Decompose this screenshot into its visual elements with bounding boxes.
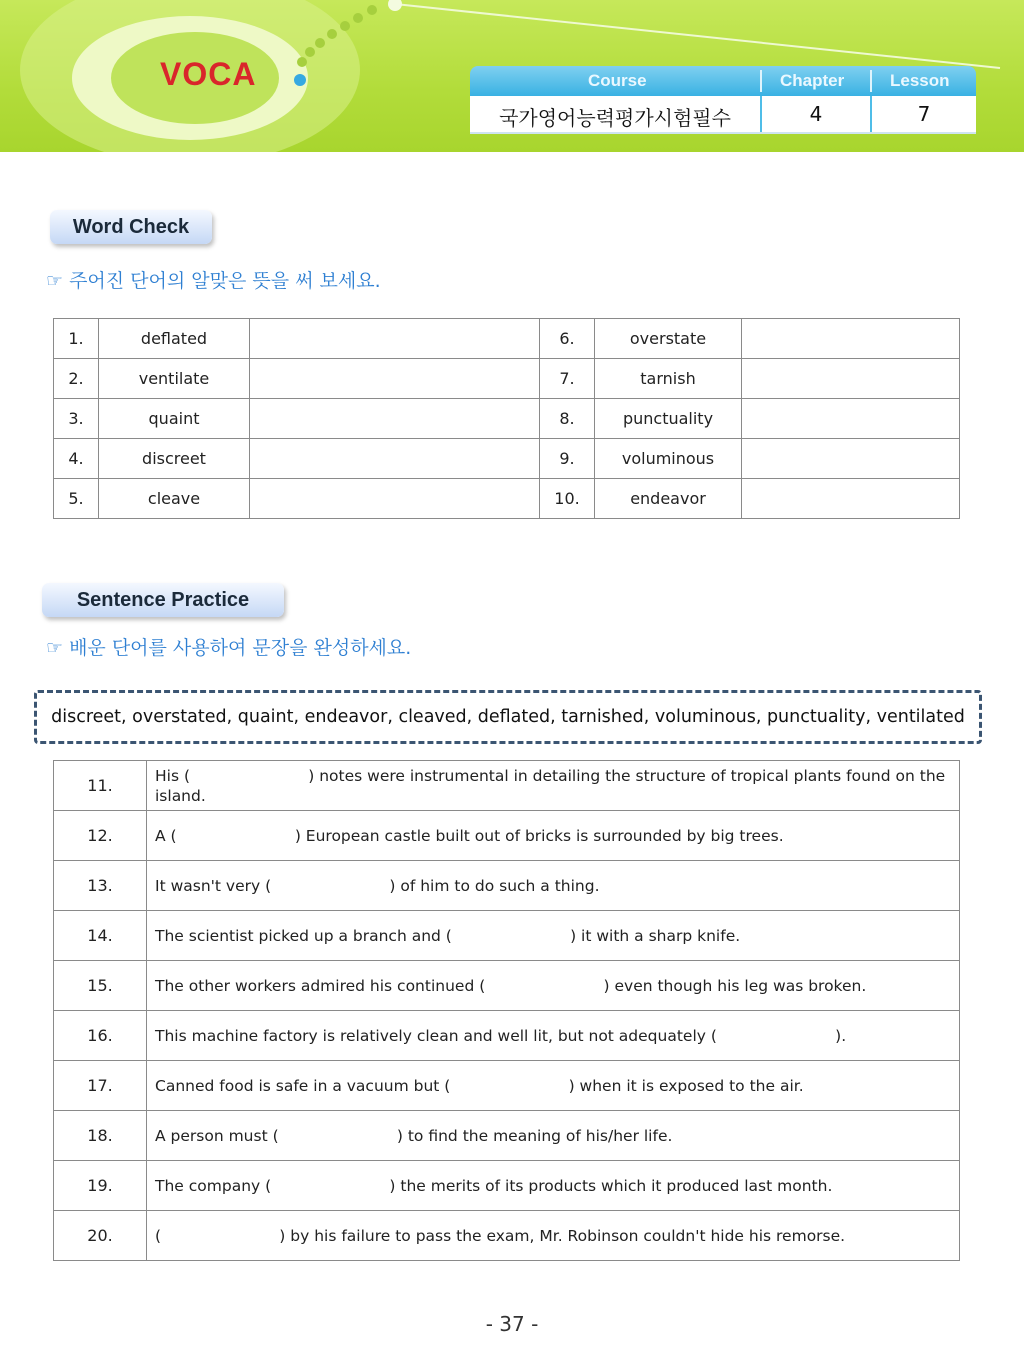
question-number: 18. xyxy=(54,1111,147,1161)
question-number: 20. xyxy=(54,1211,147,1261)
word-cell: deflated xyxy=(99,319,250,359)
word-cell: tarnish xyxy=(595,359,742,399)
row-number: 7. xyxy=(540,359,595,399)
question-sentence: The other workers admired his continued ( ) even though his leg was broken. xyxy=(147,961,960,1011)
table-row xyxy=(54,1111,960,1161)
table-row xyxy=(54,861,960,911)
chapter-label: Chapter xyxy=(780,71,845,90)
question-sentence: The company ( ) the merits of its products which it produced last month. xyxy=(147,1161,960,1211)
table-row xyxy=(54,439,960,479)
question-number: 11. xyxy=(54,761,147,811)
sentence-practice-heading: Sentence Practice xyxy=(42,583,284,617)
answer-cell[interactable] xyxy=(250,479,540,519)
row-number: 8. xyxy=(540,399,595,439)
table-row xyxy=(54,761,960,811)
answer-cell[interactable] xyxy=(250,399,540,439)
question-number: 16. xyxy=(54,1011,147,1061)
answer-cell[interactable] xyxy=(742,479,960,519)
answer-cell[interactable] xyxy=(250,439,540,479)
word-cell: discreet xyxy=(99,439,250,479)
page-number: - 37 - xyxy=(485,1312,539,1336)
word-cell: quaint xyxy=(99,399,250,439)
header-divider xyxy=(870,70,872,92)
question-sentence: Canned food is safe in a vacuum but ( ) when it is exposed to the air. xyxy=(147,1061,960,1111)
table-row xyxy=(54,961,960,1011)
word-cell: cleave xyxy=(99,479,250,519)
table-row xyxy=(54,1061,960,1111)
question-number: 14. xyxy=(54,911,147,961)
course-value: 국가영어능력평가시험필수 xyxy=(499,106,731,130)
row-number: 9. xyxy=(540,439,595,479)
course-info-header xyxy=(470,66,976,96)
header-divider xyxy=(760,70,762,92)
table-row xyxy=(54,479,960,519)
row-number: 2. xyxy=(54,359,99,399)
question-sentence: The scientist picked up a branch and ( ) it with a sharp knife. xyxy=(147,911,960,961)
answer-cell[interactable] xyxy=(250,359,540,399)
table-row xyxy=(54,1011,960,1061)
word-cell: ventilate xyxy=(99,359,250,399)
sentence-practice-table xyxy=(53,760,960,1261)
question-sentence: It wasn't very ( ) of him to do such a thing. xyxy=(147,861,960,911)
table-row xyxy=(54,359,960,399)
voca-logo: VOCA xyxy=(160,56,257,92)
word-cell: endeavor xyxy=(595,479,742,519)
answer-cell[interactable] xyxy=(742,319,960,359)
word-check-table xyxy=(53,318,960,519)
word-check-instruction: ☞ 주어진 단어의 알맞은 뜻을 써 보세요. xyxy=(46,270,381,292)
question-number: 12. xyxy=(54,811,147,861)
page-header xyxy=(0,0,1024,152)
chapter-value: 4 xyxy=(809,102,823,126)
word-bank: discreet, overstated, quaint, endeavor, cleaved, deflated, tarnished, voluminous, punctuality, ventilated xyxy=(34,690,982,744)
answer-cell[interactable] xyxy=(742,439,960,479)
word-cell: overstate xyxy=(595,319,742,359)
question-number: 13. xyxy=(54,861,147,911)
lesson-value: 7 xyxy=(917,102,931,126)
table-row xyxy=(54,1161,960,1211)
row-number: 1. xyxy=(54,319,99,359)
question-sentence: His ( ) notes were instrumental in detailing the structure of tropical plants found on the island. xyxy=(147,761,960,811)
word-check-heading: Word Check xyxy=(50,210,212,244)
question-sentence: This machine factory is relatively clean and well lit, but not adequately ( ). xyxy=(147,1011,960,1061)
word-cell: voluminous xyxy=(595,439,742,479)
row-number: 4. xyxy=(54,439,99,479)
course-label: Course xyxy=(588,71,647,90)
course-info-box xyxy=(470,66,976,132)
question-number: 19. xyxy=(54,1161,147,1211)
row-number: 5. xyxy=(54,479,99,519)
row-number: 10. xyxy=(540,479,595,519)
sentence-practice-instruction: ☞ 배운 단어를 사용하여 문장을 완성하세요. xyxy=(46,637,412,659)
question-sentence: ( ) by his failure to pass the exam, Mr. Robinson couldn't hide his remorse. xyxy=(147,1211,960,1261)
answer-cell[interactable] xyxy=(742,399,960,439)
question-number: 15. xyxy=(54,961,147,1011)
table-row xyxy=(54,319,960,359)
answer-cell[interactable] xyxy=(250,319,540,359)
table-row xyxy=(54,911,960,961)
answer-cell[interactable] xyxy=(742,359,960,399)
row-number: 6. xyxy=(540,319,595,359)
row-number: 3. xyxy=(54,399,99,439)
question-number: 17. xyxy=(54,1061,147,1111)
question-sentence: A ( ) European castle built out of bricks is surrounded by big trees. xyxy=(147,811,960,861)
word-cell: punctuality xyxy=(595,399,742,439)
table-row xyxy=(54,1211,960,1261)
course-info-values xyxy=(470,96,976,134)
question-sentence: A person must ( ) to find the meaning of his/her life. xyxy=(147,1111,960,1161)
table-row xyxy=(54,811,960,861)
table-row xyxy=(54,399,960,439)
lesson-label: Lesson xyxy=(890,71,950,90)
